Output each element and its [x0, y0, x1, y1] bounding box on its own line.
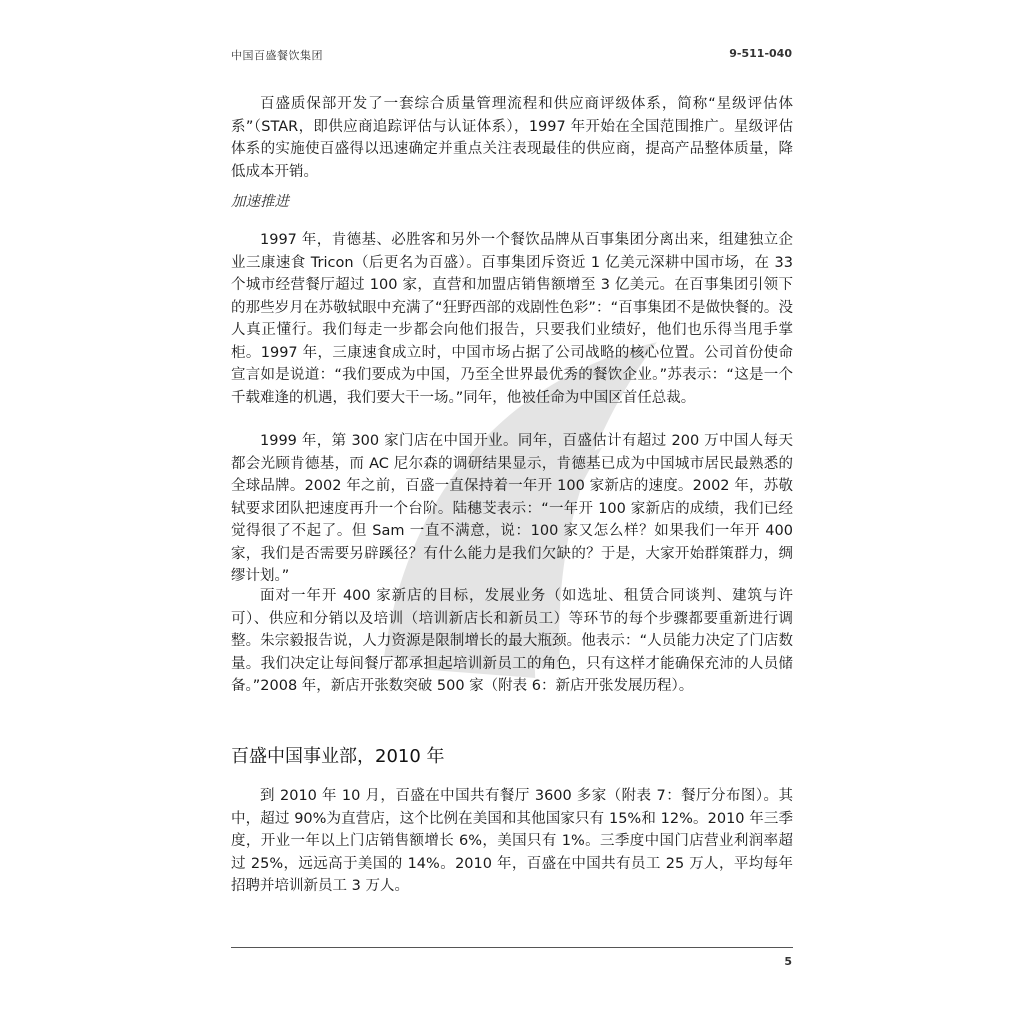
paragraph-tricon-1997: 1997 年，肯德基、必胜客和另外一个餐饮品牌从百事集团分离出来，组建独立企业三康速食 Tricon（后更名为百盛）。百事集团斥资近 1 亿美元深耕中国市场，在 33 个城市经营餐厅超过 100 家，直营和加盟店销售额增至 3 亿美元。在百事集团引领下的那些岁月在苏敬轼眼中充满了“狂野西部的戏剧性色彩”：“百事集团不是做快餐的。没人真正懂行。我们每走一步都会向他们报告，只要我们业绩好，他们也乐得当甩手掌柜。1997 年，三康速食成立时，中国市场占据了公司战略的核心位置。公司首份使命宣言如是说道：“我们要成为中国，乃至全世界最优秀的餐饮企业。”苏表示：“这是一个千载难逢的机遇，我们要大干一场。”同年，他被任命为中国区首任总裁。 [231, 232, 793, 406]
running-header-company: 中国百盛餐饮集团 [231, 49, 323, 62]
paragraph-400-stores: 面对一年开 400 家新店的目标，发展业务（如选址、租赁合同谈判、建筑与许可）、供应和分销以及培训（培训新店长和新员工）等环节的每个步骤都要重新进行调整。朱宗毅报告说，人力资源是限制增长的最大瓶颈。他表示：“人员能力决定了门店数量。我们决定让每间餐厅都承担起培训新员工的角色，只有这样才能确保充沛的人员储备。”2008 年，新店开张数突破 500 家（附表 6：新店开张发展历程）。 [231, 588, 793, 694]
footer-divider [231, 947, 793, 948]
page-number: 5 [784, 955, 792, 968]
paragraph-1999-growth: 1999 年，第 300 家门店在中国开业。同年，百盛估计有超过 200 万中国人每天都会光顾肯德基，而 AC 尼尔森的调研结果显示，肯德基已成为中国城市居民最熟悉的全球品牌。2002 年之前，百盛一直保持着一年开 100 家新店的速度。2002 年，苏敬轼要求团队把速度再升一个台阶。陆穗芠表示：“一年开 100 家新店的成绩，我们已经觉得很了不起了。但 Sam 一直不满意，说：100 家又怎么样？如果我们一年开 400 家，我们是否需要另辟蹊径？有什么能力是我们欠缺的？于是，大家开始群策群力，绸缪计划。” [231, 433, 793, 584]
subheading-accelerate: 加速推进 [231, 194, 289, 210]
section-title-2010: 百盛中国事业部，2010 年 [231, 746, 445, 767]
case-number: 9-511-040 [729, 47, 792, 60]
paragraph-star-system: 百盛质保部开发了一套综合质量管理流程和供应商评级体系，简称“星级评估体系”（STAR，即供应商追踪评估与认证体系），1997 年开始在全国范围推广。星级评估体系的实施使百盛得以迅速确定并重点关注表现最佳的供应商，提高产品整体质量，降低成本开销。 [231, 96, 793, 180]
paragraph-2010-overview: 到 2010 年 10 月，百盛在中国共有餐厅 3600 多家（附表 7：餐厅分布图）。其中，超过 90%为直营店，这个比例在美国和其他国家只有 15%和 12%。2010 年三季度，开业一年以上门店销售额增长 6%，美国只有 1%。三季度中国门店营业利润率超过 25%，远远高于美国的 14%。2010 年，百盛在中国共有员工 25 万人，平均每年招聘并培训新员工 3 万人。 [231, 788, 793, 894]
